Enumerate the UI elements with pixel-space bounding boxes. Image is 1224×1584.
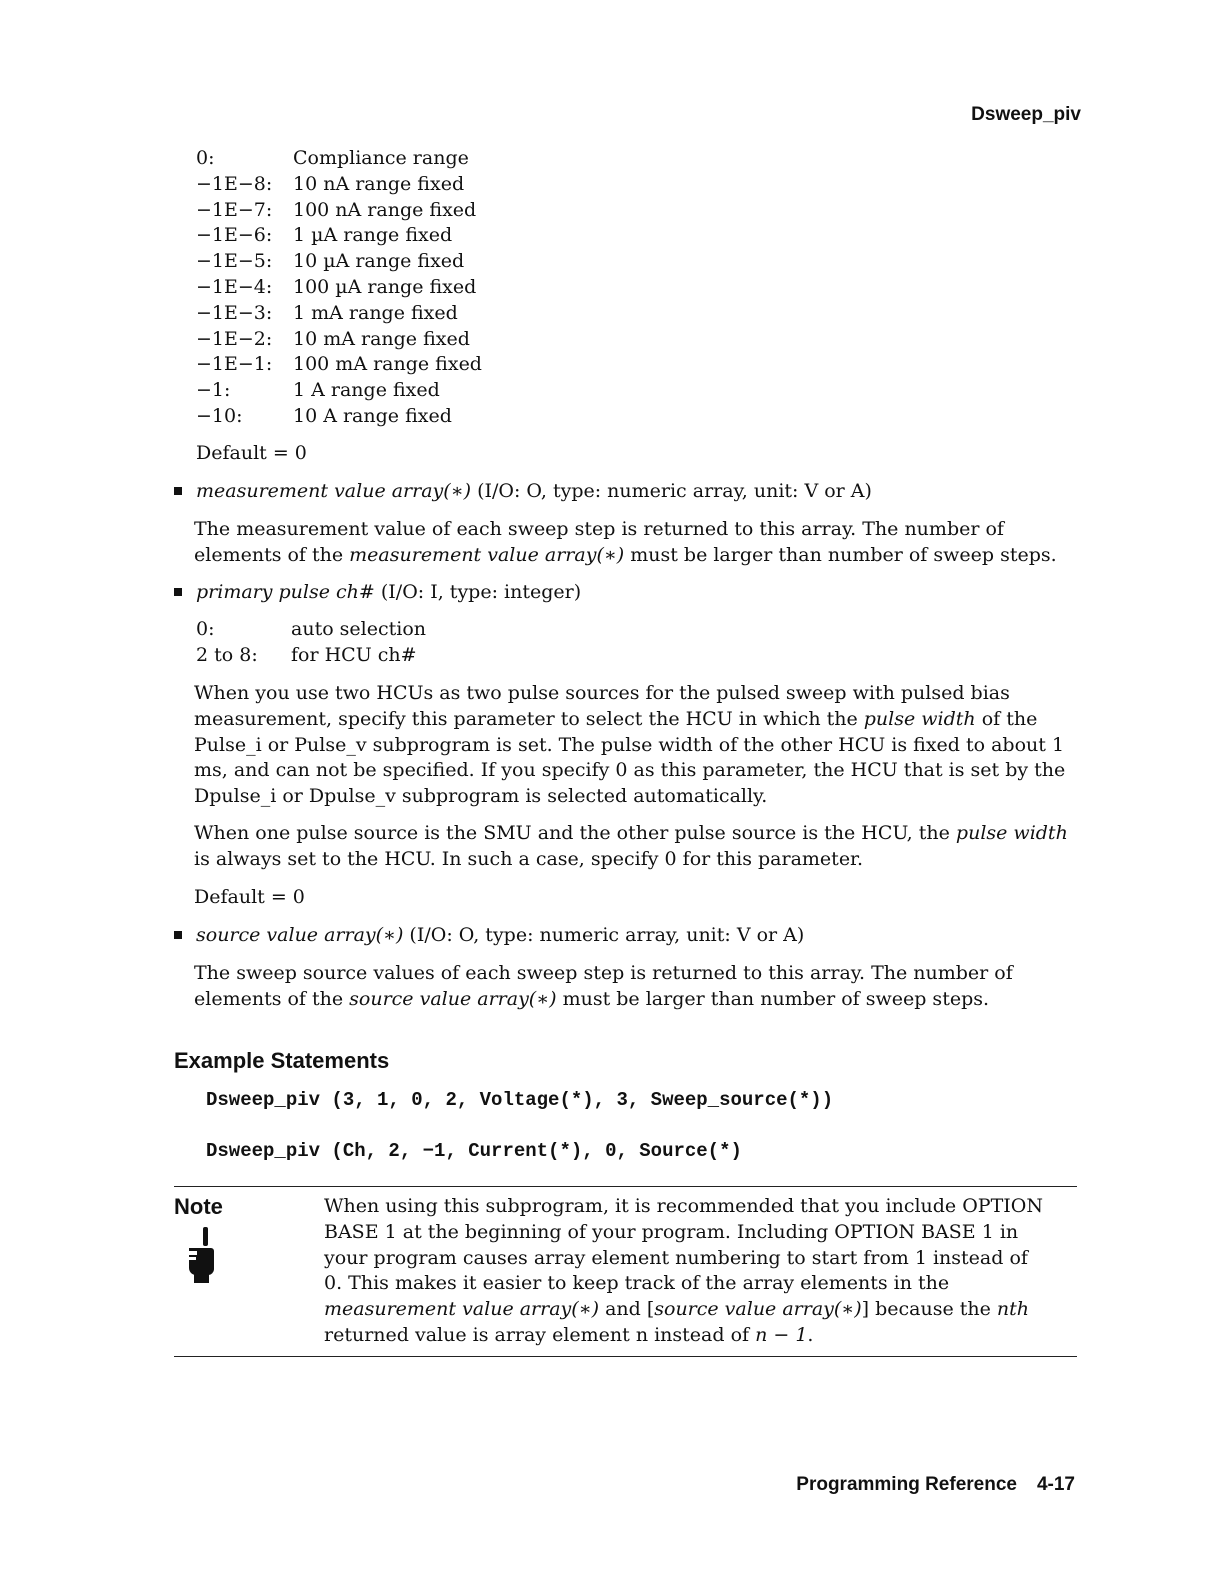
- range-code: −1E−1:: [196, 353, 273, 376]
- desc-text: must be larger than number of sweep steps.: [624, 543, 1057, 566]
- range-row: [196, 301, 482, 327]
- range-code: −1E−6:: [196, 224, 273, 247]
- range-row: [196, 146, 482, 172]
- range-desc: 1 A range fixed: [293, 379, 440, 402]
- param-name: source value array(∗): [196, 924, 404, 946]
- option-code: 2 to 8:: [196, 643, 258, 666]
- desc-text: must be larger than number of sweep steps.: [556, 987, 990, 1010]
- param-source-desc: [194, 961, 1074, 1013]
- desc-emphasis: measurement value array(∗): [349, 543, 625, 566]
- range-row: [196, 327, 482, 353]
- bullet-icon: [174, 487, 182, 495]
- range-row: [196, 378, 482, 404]
- footer-section: Programming Reference: [796, 1474, 1017, 1495]
- param-source-line: [174, 923, 804, 949]
- para-text: of the Pulse_i or Pulse_v subprogram is set. The pulse width of the other HCU is fixed to about 1 ms, and can not be specified. If you specify 0 as this parameter, the HCU that is set by the Dpulse_i or Dpulse_v subprogram is selected automatically.: [194, 707, 1066, 808]
- range-code: −1:: [196, 379, 231, 402]
- pointing-hand-icon: [186, 1227, 216, 1287]
- range-code: −1E−2:: [196, 327, 273, 350]
- range-row: [196, 352, 482, 378]
- range-row: [196, 275, 482, 301]
- range-desc: 100 nA range fixed: [293, 198, 477, 221]
- note-text-run: ] because the: [861, 1298, 997, 1321]
- desc-text: The sweep source values of each sweep step is returned to this array. The number of elements of the: [194, 962, 1013, 1010]
- option-row: [196, 617, 426, 643]
- desc-emphasis: source value array(∗): [349, 987, 557, 1010]
- range-code: −10:: [196, 404, 243, 427]
- note-top-rule: [174, 1186, 1077, 1187]
- note-text-run: returned value is array element n instead of: [324, 1323, 756, 1346]
- range-row: [196, 198, 482, 224]
- range-code: −1E−3:: [196, 301, 273, 324]
- example-line-1: Dsweep_piv (3, 1, 0, 2, Voltage(*), 3, Sweep_source(*)): [206, 1089, 834, 1111]
- param-measurement-desc: [194, 517, 1074, 569]
- range-desc: 1 µA range fixed: [293, 224, 453, 247]
- running-head: Dsweep_piv: [971, 104, 1081, 125]
- param-spec: (I/O: O, type: numeric array, unit: V or A): [403, 924, 805, 946]
- note-text-run: When using this subprogram, it is recommended that you include OPTION BASE 1 at the beginning of your program. Including OPTION BASE 1 in your program causes array element numbering to start from 1 instead of 0. This makes it easier to keep track of the array elements in the: [324, 1195, 1043, 1295]
- note-bottom-rule: [174, 1356, 1077, 1357]
- param-spec: (I/O: O, type: numeric array, unit: V or A): [471, 480, 872, 502]
- para-text: is always set to the HCU. In such a case, specify 0 for this parameter.: [194, 847, 864, 870]
- range-desc: 100 mA range fixed: [293, 353, 482, 376]
- option-code: 0:: [196, 618, 215, 640]
- para-emphasis: pulse width: [863, 707, 976, 730]
- option-desc: for HCU ch#: [291, 643, 417, 666]
- range-list: [196, 146, 482, 430]
- range-code: −1E−8:: [196, 172, 273, 195]
- param-primary-para1: [194, 681, 1074, 810]
- section-heading: Example Statements: [174, 1048, 390, 1073]
- param-primary-para2: [194, 821, 1074, 873]
- desc-text: The measurement value of each sweep step is returned to this array. The number of elements of the: [194, 518, 1004, 566]
- example-line-2: Dsweep_piv (Ch, 2, −1, Current(*), 0, Source(*): [206, 1140, 742, 1162]
- range-desc: 10 µA range fixed: [293, 250, 465, 273]
- range-desc: 1 mA range fixed: [293, 301, 458, 324]
- bullet-icon: [174, 931, 182, 939]
- bullet-icon: [174, 588, 182, 596]
- param-name: primary pulse ch#: [196, 581, 375, 603]
- range-default: Default = 0: [196, 442, 307, 464]
- para-text: When you use two HCUs as two pulse sources for the pulsed sweep with pulsed bias measurement, specify this parameter to select the HCU in which the: [194, 682, 1010, 730]
- note-text-run: and [: [599, 1298, 655, 1321]
- range-desc: 100 µA range fixed: [293, 275, 477, 298]
- para-text: When one pulse source is the SMU and the other pulse source is the HCU, the: [194, 822, 956, 844]
- note-text: [324, 1194, 1052, 1349]
- option-desc: auto selection: [291, 618, 427, 640]
- note-text-run: .: [807, 1323, 814, 1346]
- note-emphasis: nth: [996, 1298, 1030, 1321]
- range-code: −1E−4:: [196, 275, 273, 298]
- range-row: [196, 249, 482, 275]
- range-row: [196, 172, 482, 198]
- range-code: −1E−5:: [196, 250, 273, 273]
- range-row: [196, 404, 482, 430]
- range-desc: 10 nA range fixed: [293, 172, 465, 195]
- range-row: [196, 223, 482, 249]
- page-footer: [796, 1474, 1075, 1496]
- param-measurement-line: [174, 479, 872, 505]
- note-emphasis: n − 1: [755, 1323, 808, 1346]
- range-code: 0:: [196, 147, 215, 169]
- param-name: measurement value array(∗): [196, 480, 472, 502]
- param-primary-line: [174, 580, 581, 606]
- range-desc: Compliance range: [293, 147, 469, 169]
- range-desc: 10 mA range fixed: [293, 327, 470, 350]
- primary-options: [196, 617, 426, 669]
- page-number: 4-17: [1036, 1474, 1075, 1495]
- para-emphasis: pulse width: [955, 822, 1068, 844]
- range-desc: 10 A range fixed: [293, 404, 452, 427]
- option-row: [196, 643, 426, 669]
- primary-default: Default = 0: [194, 886, 305, 908]
- range-code: −1E−7:: [196, 198, 273, 221]
- note-emphasis: measurement value array(∗): [324, 1298, 600, 1321]
- note-emphasis: source value array(∗): [654, 1298, 862, 1321]
- param-spec: (I/O: I, type: integer): [374, 581, 582, 603]
- note-label: Note: [174, 1194, 223, 1219]
